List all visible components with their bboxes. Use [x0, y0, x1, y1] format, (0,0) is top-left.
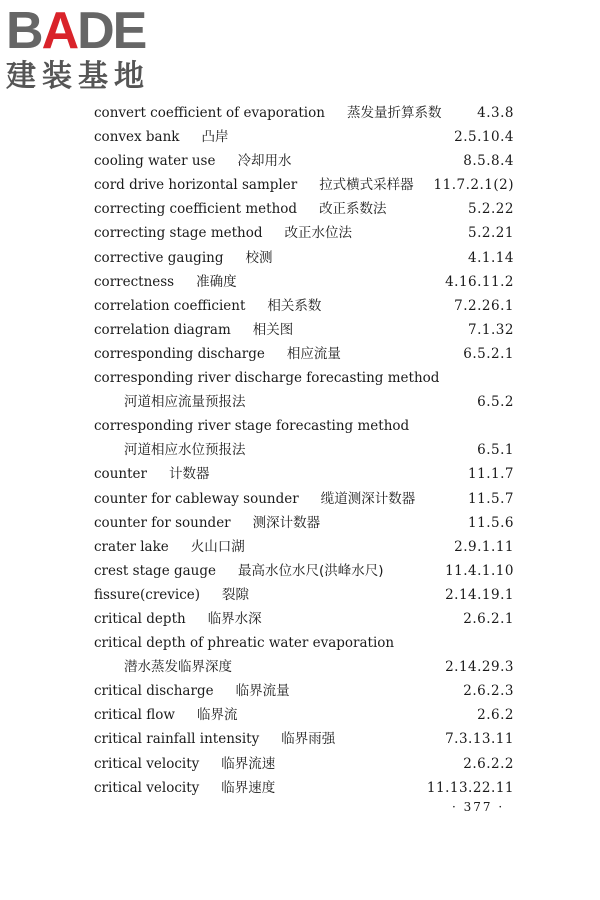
entry-term: correctness	[94, 273, 175, 290]
entry-chinese: 裂隙	[222, 586, 250, 603]
entry-chinese: 临界水深	[207, 610, 262, 627]
entry-term: critical depth of phreatic water evaporation	[94, 635, 395, 652]
entry-term: cooling water use	[94, 153, 216, 170]
entry-chinese: 拉式横式采样器	[319, 177, 414, 194]
glossary-entry	[94, 679, 514, 703]
entry-term: counter for sounder	[94, 514, 231, 531]
entry-chinese: 河道相应流量预报法	[124, 394, 246, 411]
entry-code: 2.14.29.3	[445, 659, 514, 676]
logo-subtitle: 建装基地	[6, 59, 150, 94]
entry-term: critical velocity	[94, 779, 200, 796]
entry-term: critical velocity	[94, 755, 200, 772]
glossary-entry	[94, 511, 514, 535]
entry-code: 6.5.1	[477, 442, 514, 459]
entry-term: crest stage gauge	[94, 562, 216, 579]
entry-chinese: 相应流量	[286, 345, 341, 362]
entry-term: counter for cableway sounder	[94, 490, 299, 507]
glossary-entry	[94, 390, 514, 414]
entry-term: convex bank	[94, 129, 180, 146]
entry-code: 11.7.2.1(2)	[433, 177, 514, 194]
glossary-entry	[94, 438, 514, 462]
glossary-entry	[94, 125, 514, 149]
page-number: · 377 ·	[452, 800, 505, 814]
entry-code: 2.6.2.1	[463, 610, 514, 627]
logo-wordmark: BADE	[6, 2, 146, 60]
entry-code: 2.6.2	[477, 707, 514, 724]
entry-term: convert coefficient of evaporation	[94, 105, 325, 121]
glossary-entry	[94, 294, 514, 318]
entry-chinese: 冷却用水	[237, 153, 292, 170]
entry-code: 2.5.10.4	[454, 129, 514, 146]
entry-code: 4.16.11.2	[445, 273, 514, 290]
glossary-entry	[94, 752, 514, 776]
entry-term: corresponding discharge	[94, 345, 265, 362]
entry-chinese: 测深计数器	[252, 514, 321, 531]
glossary-entry	[94, 221, 514, 245]
entry-code: 2.9.1.11	[454, 538, 514, 555]
entry-chinese: 改正系数法	[319, 201, 387, 218]
glossary-entry	[94, 173, 514, 197]
entry-term: counter	[94, 466, 147, 483]
entry-code: 6.5.2.1	[463, 345, 514, 362]
entry-chinese: 相关系数	[267, 297, 322, 314]
entry-chinese: 河道相应水位预报法	[124, 442, 246, 459]
glossary-entry	[94, 149, 514, 173]
entry-chinese: 缆道测深计数器	[320, 490, 416, 507]
glossary-entry	[94, 366, 514, 390]
glossary-entry	[94, 776, 514, 800]
glossary-entry	[94, 487, 514, 511]
entry-term: corresponding river stage forecasting method	[94, 418, 410, 435]
entry-chinese: 临界流量	[235, 683, 290, 700]
entry-chinese: 校测	[245, 249, 273, 266]
glossary-entry	[94, 197, 514, 221]
entry-term: correlation coefficient	[94, 297, 246, 314]
entry-chinese: 相关图	[252, 321, 294, 338]
glossary-entry	[94, 342, 514, 366]
entry-term: critical flow	[94, 707, 175, 724]
glossary-entry	[94, 631, 514, 655]
glossary-entry	[94, 462, 514, 486]
entry-term: correcting stage method	[94, 225, 263, 242]
entry-chinese: 最高水位水尺(洪峰水尺)	[238, 562, 384, 579]
entry-code: 7.1.32	[468, 321, 514, 338]
entry-code: 8.5.8.4	[463, 153, 514, 170]
entry-term: critical depth	[94, 610, 186, 627]
entry-chinese: 潜水蒸发临界深度	[124, 659, 232, 676]
glossary-entry	[94, 607, 514, 631]
entry-chinese: 临界速度	[221, 779, 276, 796]
glossary-list	[94, 101, 514, 800]
entry-chinese: 临界流	[196, 707, 238, 724]
entry-term: fissure(crevice)	[94, 586, 201, 603]
glossary-entry	[94, 727, 514, 751]
entry-term: cord drive horizontal sampler	[94, 177, 298, 194]
entry-code: 5.2.22	[468, 201, 514, 218]
entry-term: crater lake	[94, 538, 169, 555]
entry-code: 2.6.2.2	[463, 755, 514, 772]
glossary-entry	[94, 318, 514, 342]
entry-code: 11.4.1.10	[445, 562, 514, 579]
entry-chinese: 蒸发量折算系数	[346, 105, 442, 121]
entry-code: 5.2.21	[468, 225, 514, 242]
logo	[6, 4, 186, 94]
entry-term: correlation diagram	[94, 321, 231, 338]
entry-code: 2.6.2.3	[463, 683, 514, 700]
entry-chinese: 改正水位法	[284, 225, 353, 242]
glossary-entry	[94, 655, 514, 679]
entry-term: correcting coefficient method	[94, 201, 298, 218]
glossary-entry	[94, 101, 514, 125]
glossary-entry	[94, 559, 514, 583]
entry-chinese: 计数器	[168, 466, 210, 483]
entry-code: 7.2.26.1	[454, 297, 514, 314]
entry-term: corresponding river discharge forecasting method	[94, 370, 440, 387]
entry-code: 7.3.13.11	[445, 731, 514, 748]
entry-code: 6.5.2	[477, 394, 514, 411]
glossary-entry	[94, 270, 514, 294]
entry-chinese: 火山口湖	[190, 538, 245, 555]
entry-code: 11.5.7	[468, 490, 514, 507]
entry-code: 2.14.19.1	[445, 586, 514, 603]
entry-term: corrective gauging	[94, 249, 224, 266]
entry-term: critical discharge	[94, 683, 214, 700]
glossary-entry	[94, 246, 514, 270]
entry-term: critical rainfall intensity	[94, 731, 260, 748]
glossary-entry	[94, 535, 514, 559]
entry-chinese: 临界流速	[221, 755, 276, 772]
entry-code: 11.1.7	[468, 466, 514, 483]
glossary-entry	[94, 414, 514, 438]
entry-chinese: 准确度	[196, 273, 237, 290]
glossary-entry	[94, 703, 514, 727]
entry-chinese: 临界雨强	[281, 731, 336, 748]
entry-code: 4.1.14	[468, 249, 514, 266]
entry-code: 11.5.6	[468, 514, 514, 531]
entry-code: 4.3.8	[477, 105, 514, 121]
glossary-entry	[94, 583, 514, 607]
entry-chinese: 凸岸	[201, 129, 229, 146]
entry-code: 11.13.22.11	[426, 779, 514, 796]
